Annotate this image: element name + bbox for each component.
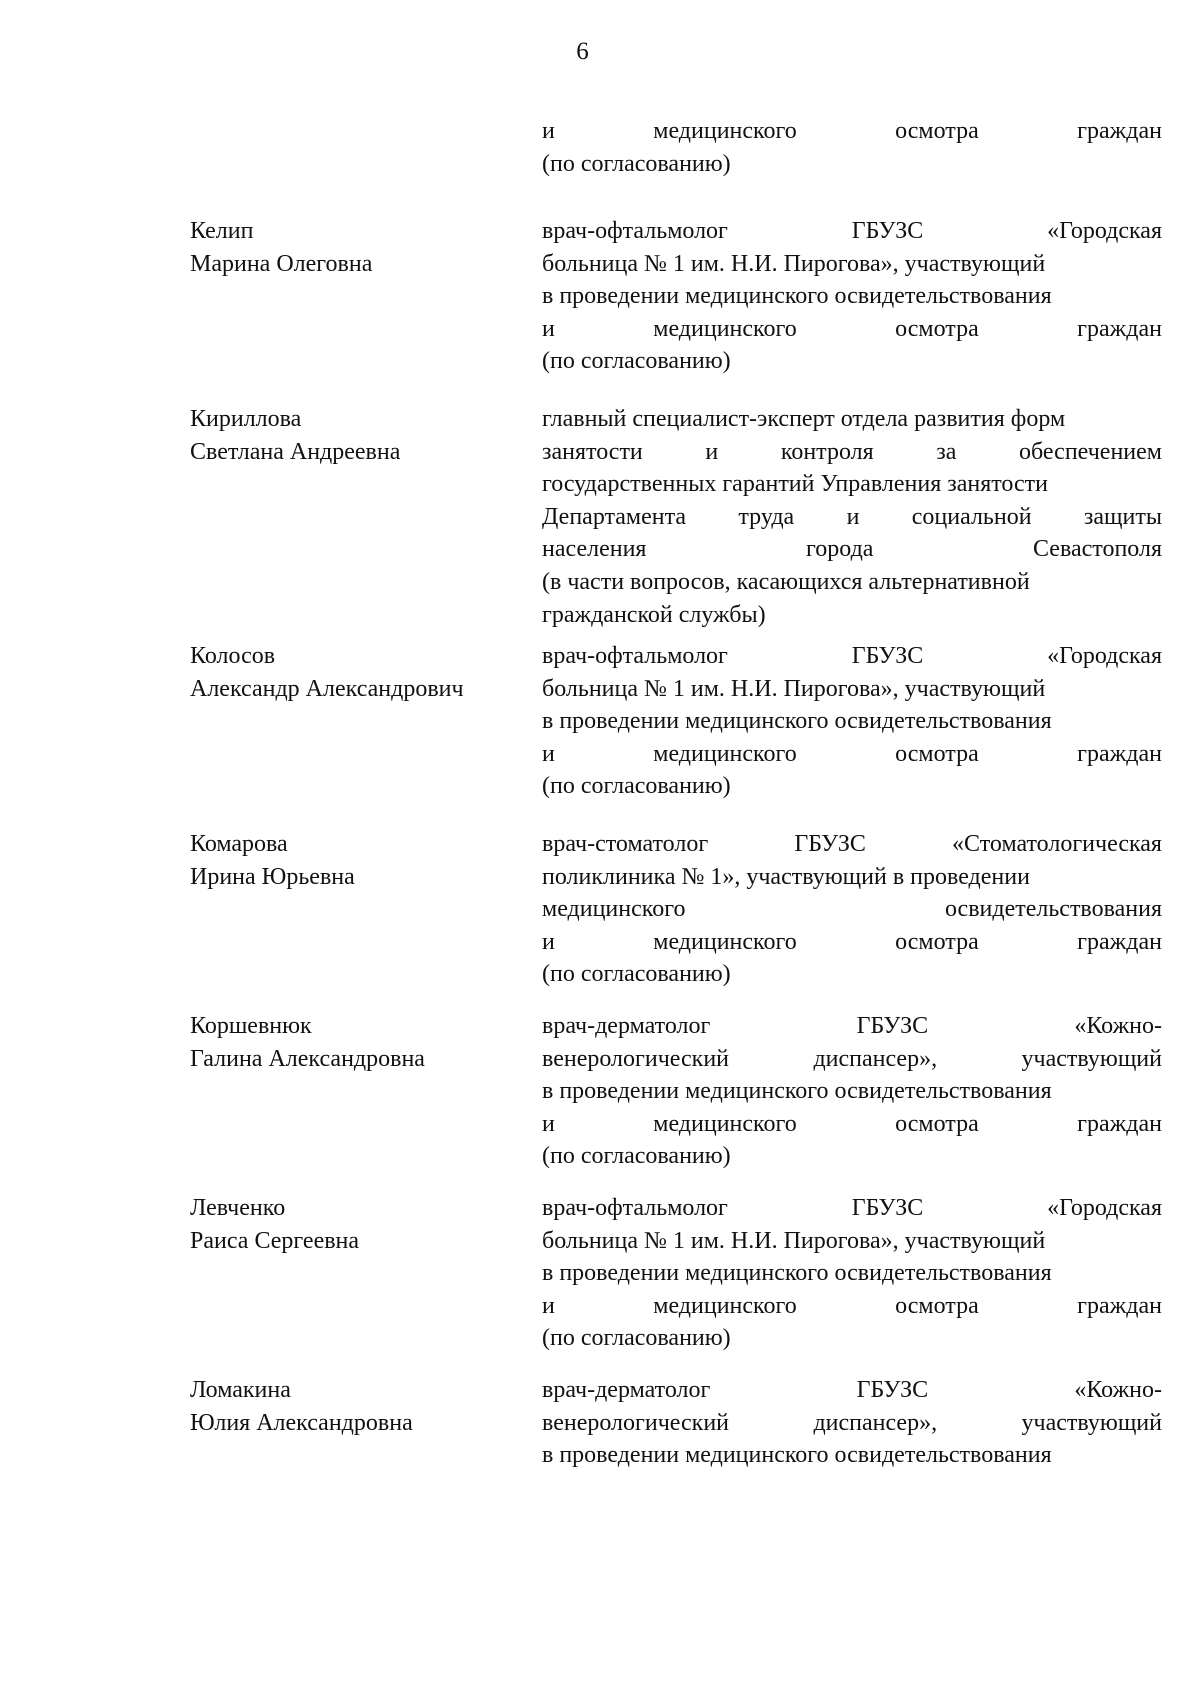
word: и: [542, 1110, 555, 1137]
description-line: [542, 280, 1162, 313]
word: города: [806, 536, 874, 563]
word: врач-дерматолог: [542, 1377, 711, 1403]
description-line: [542, 1374, 1162, 1407]
word: врач-офтальмолог: [542, 218, 728, 244]
surname: Левченко: [190, 1195, 286, 1221]
word: медицинского: [542, 896, 686, 923]
word: (по согласованию): [542, 348, 731, 375]
word: участвующий: [1021, 1045, 1162, 1072]
word: (по согласованию): [542, 961, 731, 988]
word: в проведении медицинского освидетельствования: [542, 708, 1052, 735]
description-line: [542, 893, 1162, 926]
description-line: [542, 1322, 1162, 1355]
word: медицинского: [653, 928, 797, 955]
description-line: [542, 533, 1162, 566]
word: (в части вопросов, касающихся альтернативной: [542, 568, 1030, 595]
member-description: [542, 828, 1162, 991]
given-names: Ирина Юрьевна: [190, 863, 355, 890]
given-names: Марина Олеговна: [190, 250, 373, 277]
given-names: Юлия Александровна: [190, 1409, 413, 1436]
word: осмотра: [895, 928, 979, 955]
description-line: [542, 738, 1162, 771]
member-description: [542, 1192, 1162, 1355]
description-line: [542, 1108, 1162, 1141]
word: Департамента: [542, 503, 687, 530]
word: осмотра: [895, 118, 979, 144]
word: медицинского: [653, 118, 797, 144]
word: ГБУЗС: [794, 831, 866, 857]
word: врач-офтальмолог: [542, 643, 728, 669]
word: граждан: [1077, 1110, 1162, 1137]
description-line: [542, 468, 1162, 501]
surname: Ломакина: [190, 1377, 291, 1403]
given-names: Раиса Сергеевна: [190, 1227, 360, 1254]
word: (по согласованию): [542, 1325, 731, 1352]
description-line: [542, 1257, 1162, 1290]
member-description: [542, 640, 1162, 803]
word: медицинского: [653, 315, 797, 342]
word: участвующий: [1021, 1409, 1162, 1436]
word: населения: [542, 536, 647, 563]
surname: Комарова: [190, 831, 288, 857]
member-name: [190, 403, 540, 468]
word: ГБУЗС: [856, 1013, 929, 1039]
description-line: [542, 436, 1162, 469]
word: и: [542, 740, 555, 767]
description-line: [542, 215, 1162, 248]
word: в проведении медицинского освидетельствования: [542, 1442, 1052, 1469]
word: государственных гарантий Управления занятости: [542, 471, 1049, 498]
given-names: Галина Александровна: [190, 1045, 425, 1072]
member-description: [542, 1010, 1162, 1173]
word: врач-стоматолог: [542, 831, 709, 857]
word: в проведении медицинского освидетельствования: [542, 1078, 1052, 1105]
description-line: [542, 599, 1162, 632]
word: больница № 1 им. Н.И. Пирогова», участвующий: [542, 250, 1046, 277]
word: и: [542, 315, 555, 342]
description-line: [542, 248, 1162, 281]
page-number: 6: [576, 38, 589, 65]
description-line: [542, 640, 1162, 673]
description-line: [542, 770, 1162, 803]
description-line: [542, 566, 1162, 599]
word: и: [542, 118, 555, 144]
word: Севастополя: [1033, 536, 1162, 563]
description-line: [542, 403, 1162, 436]
surname: Келип: [190, 218, 254, 244]
word: ГБУЗС: [856, 1377, 929, 1403]
description-line: [542, 1407, 1162, 1440]
member-description: [542, 403, 1162, 631]
word: граждан: [1077, 118, 1162, 144]
description-line: [542, 1290, 1162, 1323]
description-line: [542, 115, 1162, 148]
word: венерологический: [542, 1409, 730, 1436]
word: граждан: [1077, 740, 1162, 767]
word: ГБУЗС: [851, 218, 924, 244]
member-name: [190, 1192, 540, 1257]
description-line: [542, 1225, 1162, 1258]
word: «Стоматологическая: [952, 831, 1162, 857]
word: в проведении медицинского освидетельствования: [542, 283, 1052, 310]
member-name: [190, 828, 540, 893]
description-line: [542, 313, 1162, 346]
description-line: [542, 673, 1162, 706]
description-line: [542, 148, 1162, 181]
word: труда: [738, 503, 795, 530]
word: контроля: [780, 438, 874, 465]
description-line: [542, 1075, 1162, 1108]
word: «Кожно-: [1074, 1013, 1162, 1039]
description-line: [542, 1439, 1162, 1472]
word: и: [542, 928, 555, 955]
description-line: [542, 861, 1162, 894]
word: (по согласованию): [542, 150, 731, 177]
description-line: [542, 1192, 1162, 1225]
word: граждан: [1077, 315, 1162, 342]
member-name: [190, 215, 540, 280]
word: осмотра: [895, 740, 979, 767]
word: граждан: [1077, 1292, 1162, 1319]
description-line: [542, 958, 1162, 991]
word: социальной: [911, 503, 1032, 530]
word: медицинского: [653, 740, 797, 767]
word: гражданской службы): [542, 601, 766, 628]
word: «Городская: [1047, 218, 1162, 244]
word: занятости: [542, 438, 643, 465]
word: поликлиника № 1», участвующий в проведении: [542, 863, 1030, 890]
description-line: [542, 1043, 1162, 1076]
word: медицинского: [653, 1110, 797, 1137]
word: ГБУЗС: [851, 1195, 924, 1221]
word: ГБУЗС: [851, 643, 924, 669]
member-description: [542, 215, 1162, 378]
word: больница № 1 им. Н.И. Пирогова», участвующий: [542, 675, 1046, 702]
member-name: [190, 1374, 540, 1439]
word: освидетельствования: [944, 896, 1162, 923]
word: осмотра: [895, 315, 979, 342]
word: граждан: [1077, 928, 1162, 955]
word: и: [542, 1292, 555, 1319]
word: «Городская: [1047, 1195, 1162, 1221]
word: в проведении медицинского освидетельствования: [542, 1260, 1052, 1287]
word: за: [936, 438, 957, 465]
word: защиты: [1083, 503, 1162, 530]
word: (по согласованию): [542, 773, 731, 800]
word: венерологический: [542, 1045, 730, 1072]
word: и: [846, 503, 860, 530]
word: больница № 1 им. Н.И. Пирогова», участвующий: [542, 1227, 1046, 1254]
word: медицинского: [653, 1292, 797, 1319]
member-name: [190, 640, 540, 705]
word: главный специалист-эксперт отдела развития форм: [542, 406, 1066, 432]
description-line: [542, 705, 1162, 738]
word: (по согласованию): [542, 1143, 731, 1170]
word: «Кожно-: [1074, 1377, 1162, 1403]
description-line: [542, 926, 1162, 959]
description-line: [542, 1010, 1162, 1043]
member-name: [190, 1010, 540, 1075]
word: и: [705, 438, 719, 465]
word: осмотра: [895, 1292, 979, 1319]
description-line: [542, 1140, 1162, 1173]
word: врач-дерматолог: [542, 1013, 711, 1039]
word: диспансер»,: [813, 1409, 938, 1436]
description-line: [542, 345, 1162, 378]
word: врач-офтальмолог: [542, 1195, 728, 1221]
description-line: [542, 828, 1162, 861]
given-names: Александр Александрович: [190, 675, 464, 702]
word: диспансер»,: [813, 1045, 938, 1072]
word: «Городская: [1047, 643, 1162, 669]
member-description: [542, 1374, 1162, 1472]
surname: Коршевнюк: [190, 1013, 312, 1039]
given-names: Светлана Андреевна: [190, 438, 401, 465]
description-line: [542, 501, 1162, 534]
word: обеспечением: [1019, 438, 1162, 465]
surname: Кириллова: [190, 406, 302, 432]
word: осмотра: [895, 1110, 979, 1137]
surname: Колосов: [190, 643, 276, 669]
continuation-text: [542, 115, 1162, 180]
